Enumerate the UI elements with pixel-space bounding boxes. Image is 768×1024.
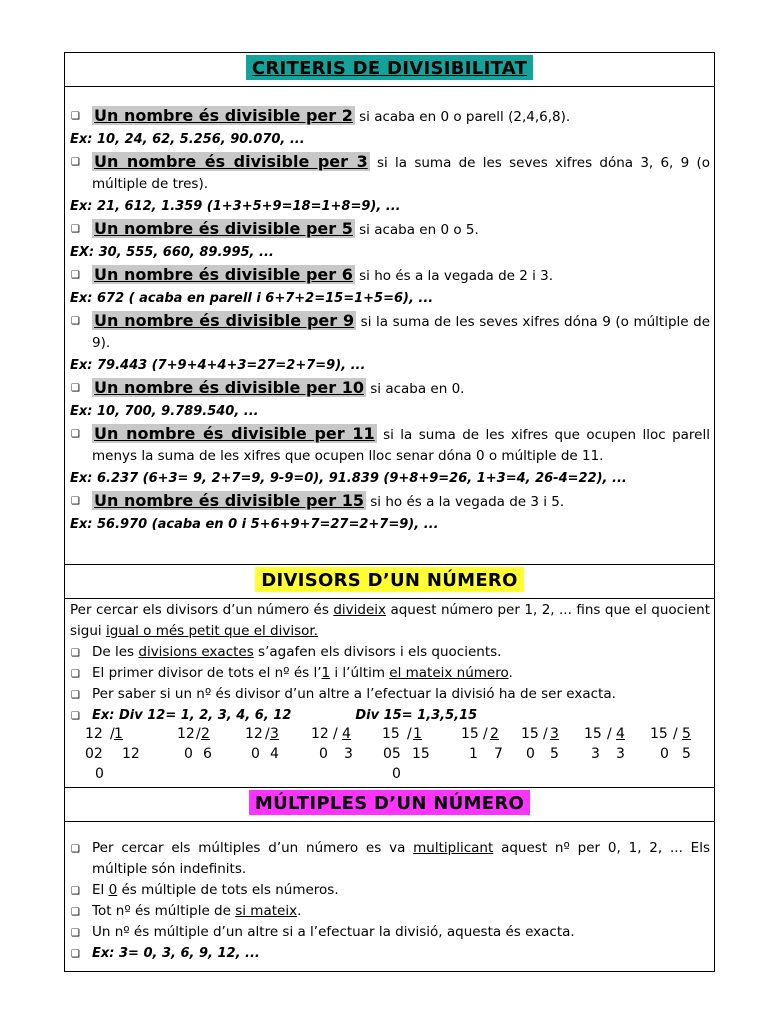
text: divisions exactes <box>138 644 254 660</box>
criterion-example: Ex: 672 ( acaba en parell i 6+7+2=15=1+5=6), ... <box>70 291 434 306</box>
divisor: 1 <box>114 726 123 742</box>
division-table: 12 1 / 12 2 / 12 3 / 12 4 / 15 1 / 15 2 / 15 3 / 15 4 / 15 5 / 02 12 0 6 0 4 0 3 05 15 1 7 0 5 3 3 0 5 0 0 <box>85 726 691 782</box>
bullet-icon: ❑ <box>71 496 80 507</box>
text: Un nº és múltiple d’un altre si a l’efectuar la divisió, aquesta és exacta. <box>92 924 575 940</box>
bullet-icon: ❑ <box>71 669 80 680</box>
section-header <box>65 788 714 822</box>
bullet-icon: ❑ <box>71 111 80 122</box>
quotient: 4 <box>270 746 279 762</box>
criterion-item <box>70 218 710 241</box>
quotient: 6 <box>203 746 212 762</box>
bullet-icon: ❑ <box>71 949 80 960</box>
remainder: 0 <box>184 746 193 762</box>
divisors-bullet <box>70 684 710 705</box>
criterion-example: EX: 30, 555, 660, 89.995, ... <box>70 245 274 260</box>
criterion-heading: Un nombre és divisible per 10 <box>94 378 364 397</box>
remainder: 02 <box>85 746 103 762</box>
section-title-divisors: DIVISORS D’UN NÚMERO <box>255 567 523 592</box>
dividend: 15 <box>461 726 479 742</box>
dividend: 15 <box>521 726 539 742</box>
multiples-bullet <box>70 880 710 901</box>
remainder: 0 <box>392 766 401 782</box>
text: El <box>92 882 109 898</box>
bullet-icon: ❑ <box>71 224 80 235</box>
quotient: 3 <box>616 746 625 762</box>
text: Tot nº és múltiple de <box>92 903 236 919</box>
criterion-example: Ex: 56.970 (acaba en 0 i 5+6+9+7=27=2+7=9), ... <box>70 517 439 532</box>
remainder: 0 <box>251 746 260 762</box>
section-header <box>65 565 714 599</box>
section-title-multiples: MÚLTIPLES D’UN NÚMERO <box>249 790 530 815</box>
text: El primer divisor de tots el nº és l’ <box>92 665 322 681</box>
criterion-item <box>70 423 710 467</box>
criterion-rule: si la suma de les seves xifres dóna 9 (o múltiple de 9). <box>92 314 711 351</box>
dividend: 15 <box>650 726 668 742</box>
remainder: 1 <box>469 746 478 762</box>
remainder: 3 <box>591 746 600 762</box>
text: Div 15= 1,3,5,15 <box>355 708 478 723</box>
dividend: 15 <box>382 726 400 742</box>
quotient: 15 <box>412 746 430 762</box>
bullet-icon: ❑ <box>71 316 80 327</box>
remainder: 0 <box>95 766 104 782</box>
divisors-bullet <box>70 642 710 663</box>
text: 0 <box>108 882 118 898</box>
divisors-example <box>70 705 710 726</box>
text: Per saber si un nº és divisor d’un altre a l’efectuar la divisió ha de ser exacta. <box>92 686 616 702</box>
criterion-item <box>70 310 710 354</box>
bullet-icon: ❑ <box>71 886 80 897</box>
divisors-bullet <box>70 663 710 684</box>
bullet-icon: ❑ <box>71 383 80 394</box>
criterion-heading: Un nombre és divisible per 6 <box>94 265 353 284</box>
criterion-example: Ex: 10, 700, 9.789.540, ... <box>70 404 259 419</box>
divisor: 4 <box>342 726 351 742</box>
text: si mateix <box>235 903 298 919</box>
text: aquest nº per 0, 1, 2, ... Els múltiple són indefinits. <box>92 840 710 877</box>
remainder: 05 <box>383 746 401 762</box>
criterion-item <box>70 151 710 195</box>
divisor: 1 <box>413 726 422 742</box>
dividend: 12 <box>177 726 195 742</box>
multiples-body <box>65 822 714 964</box>
divisor: 5 <box>682 726 691 742</box>
text: igual o més petit que el divisor. <box>105 623 319 639</box>
dividend: 12 <box>85 726 103 742</box>
dividend: 15 <box>584 726 602 742</box>
divisor: 3 <box>270 726 279 742</box>
criterion-example: Ex: 79.443 (7+9+4+4+3=27=2+7=9), ... <box>70 358 366 373</box>
section-title-criteris: CRITERIS DE DIVISIBILITAT <box>246 55 533 80</box>
text: el mateix número <box>389 665 509 681</box>
criterion-example: Ex: 21, 612, 1.359 (1+3+5+9=18=1+8=9), ... <box>70 199 401 214</box>
multiples-example <box>70 943 710 964</box>
quotient: 5 <box>550 746 559 762</box>
section-divisors <box>65 565 714 788</box>
bullet-icon: ❑ <box>71 844 80 855</box>
text: divideix <box>333 602 387 618</box>
criterion-heading: Un nombre és divisible per 9 <box>94 311 355 330</box>
text: . <box>508 665 513 681</box>
divisor: 4 <box>616 726 625 742</box>
divisor: 2 <box>490 726 499 742</box>
criterion-heading: Un nombre és divisible per 11 <box>94 424 375 443</box>
text: Ex: Div 12= 1, 2, 3, 4, 6, 12 <box>92 708 292 723</box>
criterion-heading: Un nombre és divisible per 3 <box>94 152 368 171</box>
section-header <box>65 53 714 87</box>
bullet-icon: ❑ <box>71 157 80 168</box>
divisor: 3 <box>550 726 559 742</box>
text: aquest número per 1, 2, ... fins que el quocient sigui <box>70 602 710 639</box>
section-criteris <box>65 53 714 565</box>
multiples-bullet <box>70 838 710 880</box>
quotient: 7 <box>494 746 503 762</box>
quotient: 5 <box>682 746 691 762</box>
text: és múltiple de tots els números. <box>117 882 339 898</box>
dividend: 12 <box>311 726 329 742</box>
remainder: 0 <box>526 746 535 762</box>
criterion-heading: Un nombre és divisible per 15 <box>94 491 364 510</box>
criterion-rule: si la suma de les xifres que ocupen lloc parell menys la suma de les xifres que ocupen lloc senar dóna 0 o múltiple de 11. <box>92 427 710 464</box>
criterion-rule: si acaba en 0 o parell (2,4,6,8). <box>354 109 571 125</box>
text: multiplicant <box>413 840 494 856</box>
section-multiples <box>65 788 714 973</box>
bullet-icon: ❑ <box>71 711 80 722</box>
criterion-rule: si acaba en 0 o 5. <box>354 222 479 238</box>
quotient: 12 <box>122 746 140 762</box>
criterion-rule: si la suma de les seves xifres dóna 3, 6, 9 (o múltiple de tres). <box>92 155 710 192</box>
text: Per cercar els divisors d’un número és <box>70 602 334 618</box>
criterion-heading: Un nombre és divisible per 2 <box>94 106 353 125</box>
text: De les <box>92 644 139 660</box>
criterion-heading: Un nombre és divisible per 5 <box>94 219 353 238</box>
text: i l’últim <box>330 665 390 681</box>
criterion-item <box>70 264 710 287</box>
criterion-item <box>70 377 710 400</box>
criterion-rule: si acaba en 0. <box>365 381 465 397</box>
bullet-icon: ❑ <box>71 429 80 440</box>
text: 1 <box>321 665 331 681</box>
divisors-body <box>65 599 714 788</box>
bullet-icon: ❑ <box>71 690 80 701</box>
text: Ex: 3= 0, 3, 6, 9, 12, ... <box>92 946 260 961</box>
divisor: 2 <box>201 726 210 742</box>
bullet-icon: ❑ <box>71 928 80 939</box>
quotient: 3 <box>344 746 353 762</box>
text: Per cercar els múltiples d’un número es va <box>92 840 414 856</box>
text: s’agafen els divisors i els quocients. <box>253 644 502 660</box>
text: . <box>297 903 302 919</box>
criterion-example: Ex: 10, 24, 62, 5.256, 90.070, ... <box>70 132 305 147</box>
bullet-icon: ❑ <box>71 648 80 659</box>
bullet-icon: ❑ <box>71 907 80 918</box>
divisors-intro <box>70 600 710 642</box>
document-frame <box>64 52 715 972</box>
criterion-rule: si ho és a la vegada de 2 i 3. <box>354 268 554 284</box>
bullet-icon: ❑ <box>71 270 80 281</box>
multiples-bullet <box>70 922 710 943</box>
dividend: 12 <box>245 726 263 742</box>
criteris-list <box>65 87 714 536</box>
criterion-item <box>70 105 710 128</box>
criterion-rule: si ho és a la vegada de 3 i 5. <box>365 494 565 510</box>
criterion-item <box>70 490 710 513</box>
remainder: 0 <box>319 746 328 762</box>
remainder: 0 <box>660 746 669 762</box>
criterion-example: Ex: 6.237 (6+3= 9, 2+7=9, 9-9=0), 91.839 (9+8+9=26, 1+3=4, 26-4=22), ... <box>70 471 627 486</box>
multiples-bullet <box>70 901 710 922</box>
